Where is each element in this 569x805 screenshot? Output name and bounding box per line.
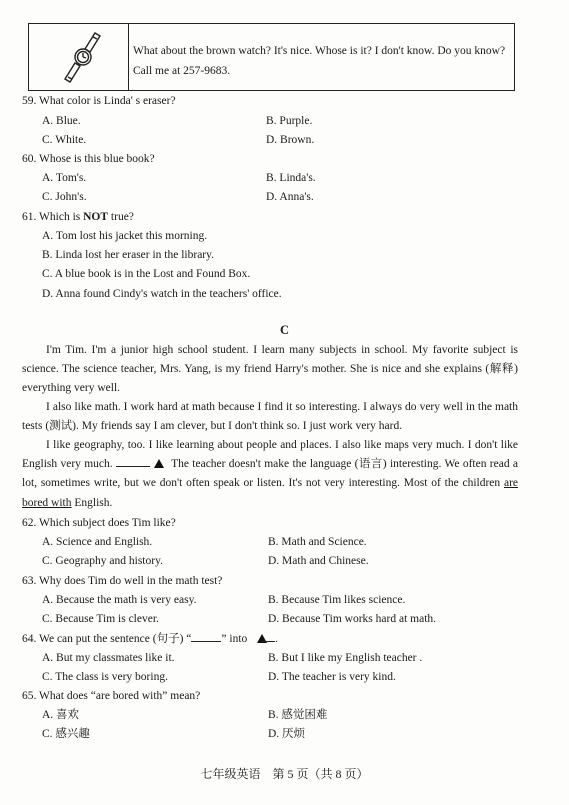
question-64-option-d: D. The teacher is very kind. [268,671,396,683]
question-60-option-a: A. Tom's. [42,172,87,184]
question-62-option-d: D. Math and Chinese. [268,555,369,567]
question-63-option-d: D. Because Tim works hard at math. [268,613,437,625]
question-61-option-d: D. Anna found Cindy's watch in the teachers' office. [42,288,282,300]
question-61-stem-prefix: 61. Which is [22,211,84,223]
question-64-stem-part-b: ” into [221,633,248,645]
question-65-option-b: B. 感觉困难 [268,709,328,721]
notice-text: What about the brown watch? It's nice. Whose is it? I don't know. Do you know? Call me at 257-9683. [133,45,506,77]
question-59-option-c: C. White. [42,134,87,146]
question-65-stem: 65. What does “are bored with” mean? [22,690,201,702]
notice-divider [128,24,129,90]
question-61-option-b: B. Linda lost her eraser in the library. [42,249,215,261]
question-63-option-c: C. Because Tim is clever. [42,613,159,625]
question-61-option-c: C. A blue book is in the Lost and Found Box. [42,268,251,280]
question-62-option-c: C. Geography and history. [42,555,163,567]
question-61-option-a: A. Tom lost his jacket this morning. [42,230,208,242]
question-59-stem: 59. What color is Linda' s eraser? [22,95,176,107]
question-61-stem-bold: NOT [83,211,109,223]
blank-triangle-icon [154,459,164,468]
question-64-stem-part-c: . [275,633,279,645]
question-59-option-a: A. Blue. [42,115,81,127]
sentence-blank [191,631,221,642]
question-61-stem-suffix: true? [108,211,134,223]
answer-blank [116,456,150,467]
question-59-option-b: B. Purple. [266,115,313,127]
section-c-heading: C [279,323,290,337]
question-64-option-b: B. But I like my English teacher . [268,652,423,664]
passage-paragraph-3-part-a: I like geography, too. I like learning about people and places. I also like maps very much. I don't like English very much. [22,439,518,471]
passage-paragraph-1: I'm Tim. I'm a junior high school student. I learn many subjects in school. My favorite subject is science. The science teacher, Mrs. Yang, is my friend Harry's mother. She is nice and she explains (解释) everything very well. [22,344,518,395]
question-63-stem: 63. Why does Tim do well in the math test? [22,575,223,587]
question-65-option-d: D. 厌烦 [268,728,306,740]
page-footer: 七年级英语 第 5 页（共 8 页） [200,767,369,781]
question-65-option-a: A. 喜欢 [42,709,80,721]
underlined-phrase: are bored with [22,477,519,509]
question-63-option-a: A. Because the math is very easy. [42,594,197,606]
question-62-option-a: A. Science and English. [42,536,153,548]
question-64-stem [22,631,278,646]
question-64-stem-part-a: 64. We can put the sentence (句子) “ [22,633,192,645]
question-62-option-b: B. Math and Science. [268,536,367,548]
question-64-option-c: C. The class is very boring. [42,671,168,683]
passage-paragraph-2: I also like math. I work hard at math because I find it so interesting. I always do very well in the math tests (测试). My friends say I am clever, but I don't think so. I just work very hard. [22,401,518,433]
question-63-option-b: B. Because Tim likes science. [268,594,406,606]
lost-and-found-notice [28,23,515,91]
watch-icon [53,29,109,85]
question-65-option-c: C. 感兴趣 [42,728,90,740]
question-60-option-b: B. Linda's. [266,172,316,184]
question-64-option-a: A. But my classmates like it. [42,652,175,664]
question-62-stem: 62. Which subject does Tim like? [22,517,176,529]
question-61-stem [22,210,134,224]
passage-paragraph-3-part-b: The teacher doesn't make the language (语言) interesting. We often read a lot, sometimes write, but we don't often speak or listen. It's not very interesting. Most of the children [22,458,519,490]
question-60-option-d: D. Anna's. [266,191,314,203]
passage-paragraph-3-part-c: English. [74,496,113,509]
triangle-underline [261,631,275,642]
question-60-stem: 60. Whose is this blue book? [22,153,155,165]
question-59-option-d: D. Brown. [266,134,315,146]
question-60-option-c: C. John's. [42,191,87,203]
passage-paragraph-3 [22,436,518,513]
